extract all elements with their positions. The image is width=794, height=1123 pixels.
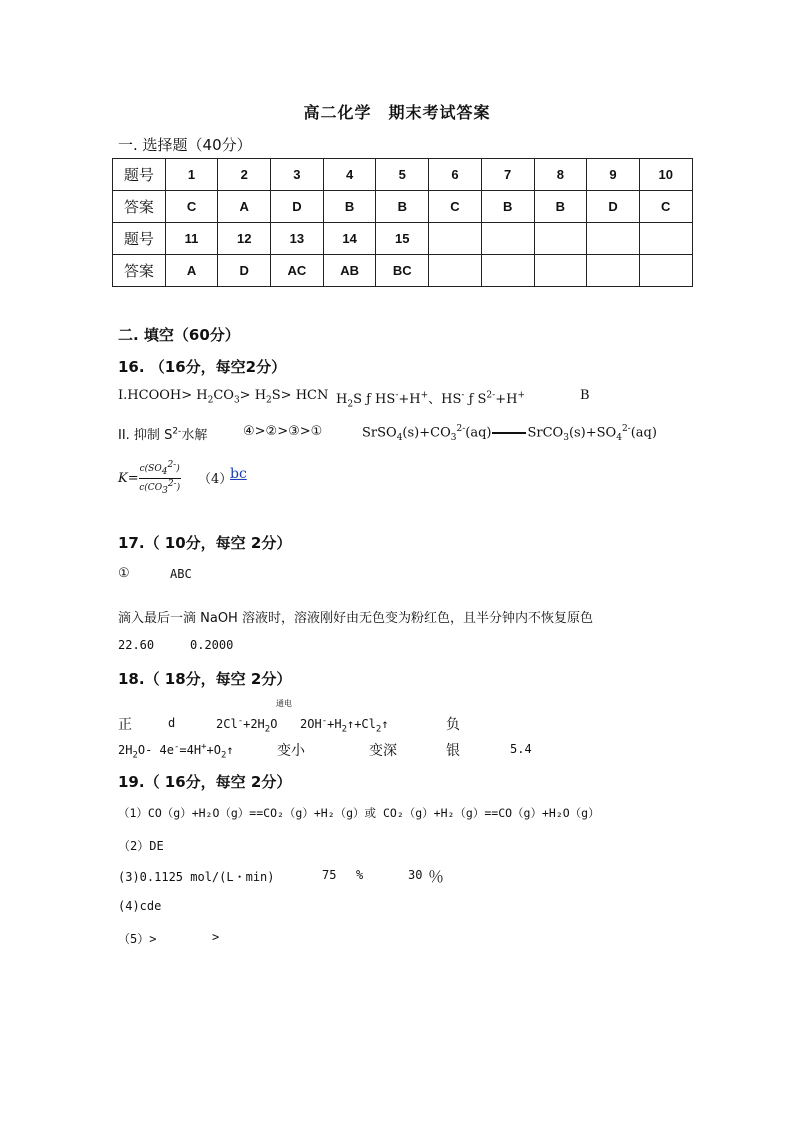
table-cell xyxy=(481,255,534,287)
q17-circle-one: ① xyxy=(118,566,130,581)
q16-line1 xyxy=(118,388,328,406)
q18-electrolysis-right: $2OH^-+H_2↑+Cl_2↑$ xyxy=(300,716,389,735)
q18-mass: 5.4 xyxy=(510,742,532,756)
q18-anode-reaction: $2H_2O-$ $4e^-=4H^++O_2↑$ xyxy=(118,742,234,761)
section1-heading: 一. 选择题（40分） xyxy=(118,136,252,154)
q19-percent-1: % xyxy=(356,868,364,882)
q19-conversion: 75 xyxy=(322,868,337,882)
q17-heading: 17.（ 10分，每空 2分） xyxy=(118,534,292,552)
table-cell: C xyxy=(639,191,692,223)
page-title: 高二化学 期末考试答案 xyxy=(303,103,491,122)
table-cell: D xyxy=(218,255,271,287)
table-cell: 5 xyxy=(376,159,429,191)
q18-decrease: 变小 xyxy=(277,743,305,759)
table-cell: 15 xyxy=(376,223,429,255)
q19-heading: 19.（ 16分，每空 2分） xyxy=(118,773,292,791)
q16-conversion-equation: $SrSO_4(s)+CO_3^{2-}(aq)$ $SrCO_3(s)+SO_4^{2-}(aq)$ xyxy=(362,424,657,443)
q16-roman: I. xyxy=(118,388,128,403)
table-cell: 14 xyxy=(323,223,376,255)
table-cell: 4 xyxy=(323,159,376,191)
table-cell: 10 xyxy=(639,159,692,191)
q16-q4-answer: bc xyxy=(230,466,247,482)
q19-rate: (3)0.1125 mol/(L・min) xyxy=(118,870,275,884)
q19-q2: （2）DE xyxy=(118,839,164,853)
row-label: 答案 xyxy=(113,191,166,223)
table-row xyxy=(113,191,693,223)
equal-bar xyxy=(492,432,526,434)
q19-equation: （1）CO（g）+H₂O（g）==CO₂（g）+H₂（g）或 CO₂（g）+H₂（g）==CO（g）+H₂O（g） xyxy=(118,806,600,820)
table-cell: 1 xyxy=(165,159,218,191)
table-cell: C xyxy=(165,191,218,223)
q16-answer-b: B xyxy=(580,388,590,403)
table-cell: A xyxy=(218,191,271,223)
row-label: 答案 xyxy=(113,255,166,287)
q19-percent-2: ％ xyxy=(428,867,445,886)
k-fraction: $\frac{c(SO_4^{2-})}{c(CO_3^{2-})}$ xyxy=(139,460,181,496)
q16-ionization-equation: $H_2S$ ƒ HS-+H+、HS- ƒ $S^{2-}+H^+$ xyxy=(336,390,525,410)
table-cell: 13 xyxy=(271,223,324,255)
table-cell: B xyxy=(534,191,587,223)
table-cell: 2 xyxy=(218,159,271,191)
row-label: 题号 xyxy=(113,223,166,255)
q18-positive: 正 xyxy=(118,717,132,733)
table-cell xyxy=(639,255,692,287)
table-cell xyxy=(534,223,587,255)
table-cell: 9 xyxy=(587,159,640,191)
table-cell: 12 xyxy=(218,223,271,255)
table-row xyxy=(113,159,693,191)
q19-fraction: 30 xyxy=(408,868,423,882)
table-cell: AC xyxy=(271,255,324,287)
table-cell xyxy=(639,223,692,255)
q17-answer-abc: ABC xyxy=(170,567,192,581)
electrolysis-condition: 通电 xyxy=(276,699,292,708)
q18-deepen: 变深 xyxy=(369,743,397,759)
table-cell: 7 xyxy=(481,159,534,191)
table-cell: 11 xyxy=(165,223,218,255)
table-cell: A xyxy=(165,255,218,287)
table-cell: B xyxy=(323,191,376,223)
table-row xyxy=(113,223,693,255)
table-cell: B xyxy=(481,191,534,223)
q19-q5-b: > xyxy=(212,930,220,944)
q18-d: d xyxy=(168,716,176,730)
table-cell: 6 xyxy=(429,159,482,191)
table-cell: AB xyxy=(323,255,376,287)
table-cell: C xyxy=(429,191,482,223)
table-row xyxy=(113,255,693,287)
q17-concentration: 0.2000 xyxy=(190,638,234,652)
q16-acid-order: HCOOH> $H_2CO_3> H_2S>$ HCN xyxy=(127,388,329,406)
q16-heading: 16. （16分，每空2分） xyxy=(118,358,287,376)
table-cell xyxy=(429,223,482,255)
answer-table xyxy=(112,158,693,287)
table-cell xyxy=(429,255,482,287)
table-cell: B xyxy=(376,191,429,223)
section2-heading: 二. 填空（60分） xyxy=(118,326,240,344)
q19-q5-a: （5）> xyxy=(118,932,157,946)
table-cell: D xyxy=(271,191,324,223)
table-cell: D xyxy=(587,191,640,223)
q16-q4-label: （4） xyxy=(198,472,233,487)
equilibrium-constant: K= $\frac{c(SO_4^{2-})}{c(CO_3^{2-})}$ xyxy=(118,460,181,496)
q19-q4: (4)cde xyxy=(118,899,162,913)
table-cell: 3 xyxy=(271,159,324,191)
q17-endpoint-description: 滴入最后一滴 NaOH 溶液时，溶液刚好由无色变为粉红色，且半分钟内不恢复原色 xyxy=(118,611,593,626)
q16-order: ④>②>③>① xyxy=(243,424,323,439)
table-cell xyxy=(587,255,640,287)
table-cell xyxy=(534,255,587,287)
row-label: 题号 xyxy=(113,159,166,191)
table-cell xyxy=(481,223,534,255)
q17-volume: 22.60 xyxy=(118,638,155,652)
table-cell: BC xyxy=(376,255,429,287)
table-cell: 8 xyxy=(534,159,587,191)
q18-negative: 负 xyxy=(446,717,460,733)
q18-heading: 18.（ 18分，每空 2分） xyxy=(118,670,292,688)
q16-line2-label: II. 抑制 $S^{2-}$水解 xyxy=(118,426,208,443)
q18-silver: 银 xyxy=(446,743,460,759)
q18-electrolysis-left: $2Cl^-+2H_2O$ xyxy=(216,716,278,735)
table-cell xyxy=(587,223,640,255)
